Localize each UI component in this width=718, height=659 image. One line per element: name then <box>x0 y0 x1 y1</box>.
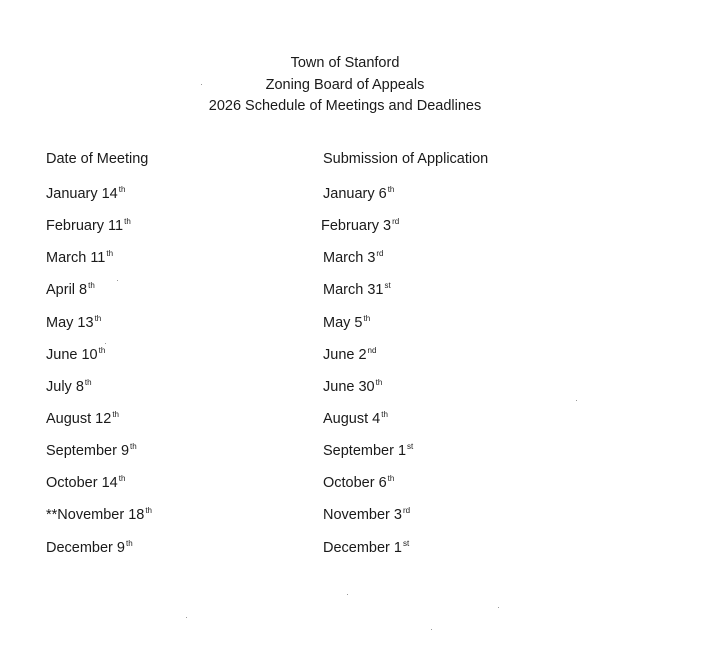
column-header-meeting: Date of Meeting <box>46 151 149 167</box>
meeting-date: May 13th <box>46 314 102 331</box>
submission-date: June 2nd <box>323 346 377 363</box>
scan-speck <box>498 607 499 608</box>
meeting-date: March 11th <box>46 249 114 266</box>
submission-date: November 3rd <box>323 506 411 523</box>
submission-date: October 6th <box>323 474 395 491</box>
submission-date: January 6th <box>323 185 395 202</box>
meeting-date: June 10th <box>46 346 106 363</box>
meeting-date: April 8th <box>46 281 95 298</box>
schedule-title: 2026 Schedule of Meetings and Deadlines <box>208 98 482 114</box>
submission-date: September 1st <box>323 442 414 459</box>
meeting-date: September 9th <box>46 442 137 459</box>
submission-date: February 3rd <box>321 217 400 234</box>
scan-speck <box>105 343 106 344</box>
submission-date: August 4th <box>323 410 388 427</box>
submission-date: March 3rd <box>323 249 384 266</box>
scan-speck <box>431 629 432 630</box>
submission-date: June 30th <box>323 378 383 395</box>
board-name: Zoning Board of Appeals <box>265 76 425 93</box>
town-name: Town of Stanford <box>290 55 400 71</box>
scan-speck <box>347 594 348 595</box>
scan-speck <box>117 280 118 281</box>
submission-date: December 1st <box>323 539 410 556</box>
submission-date: March 31st <box>323 281 391 298</box>
meeting-date: January 14th <box>46 185 126 202</box>
document-header <box>0 53 690 118</box>
scan-speck <box>201 84 202 85</box>
meeting-date: December 9th <box>46 539 133 556</box>
meeting-date: October 14th <box>46 474 126 491</box>
meeting-date: **November 18th <box>46 506 152 523</box>
meeting-date: August 12th <box>46 410 119 427</box>
column-header-submission: Submission of Application <box>323 151 489 167</box>
scan-speck <box>576 400 577 401</box>
meeting-date: February 11th <box>46 217 131 234</box>
submission-date: May 5th <box>323 314 371 331</box>
scan-speck <box>186 617 187 618</box>
meeting-date: July 8th <box>46 378 92 395</box>
